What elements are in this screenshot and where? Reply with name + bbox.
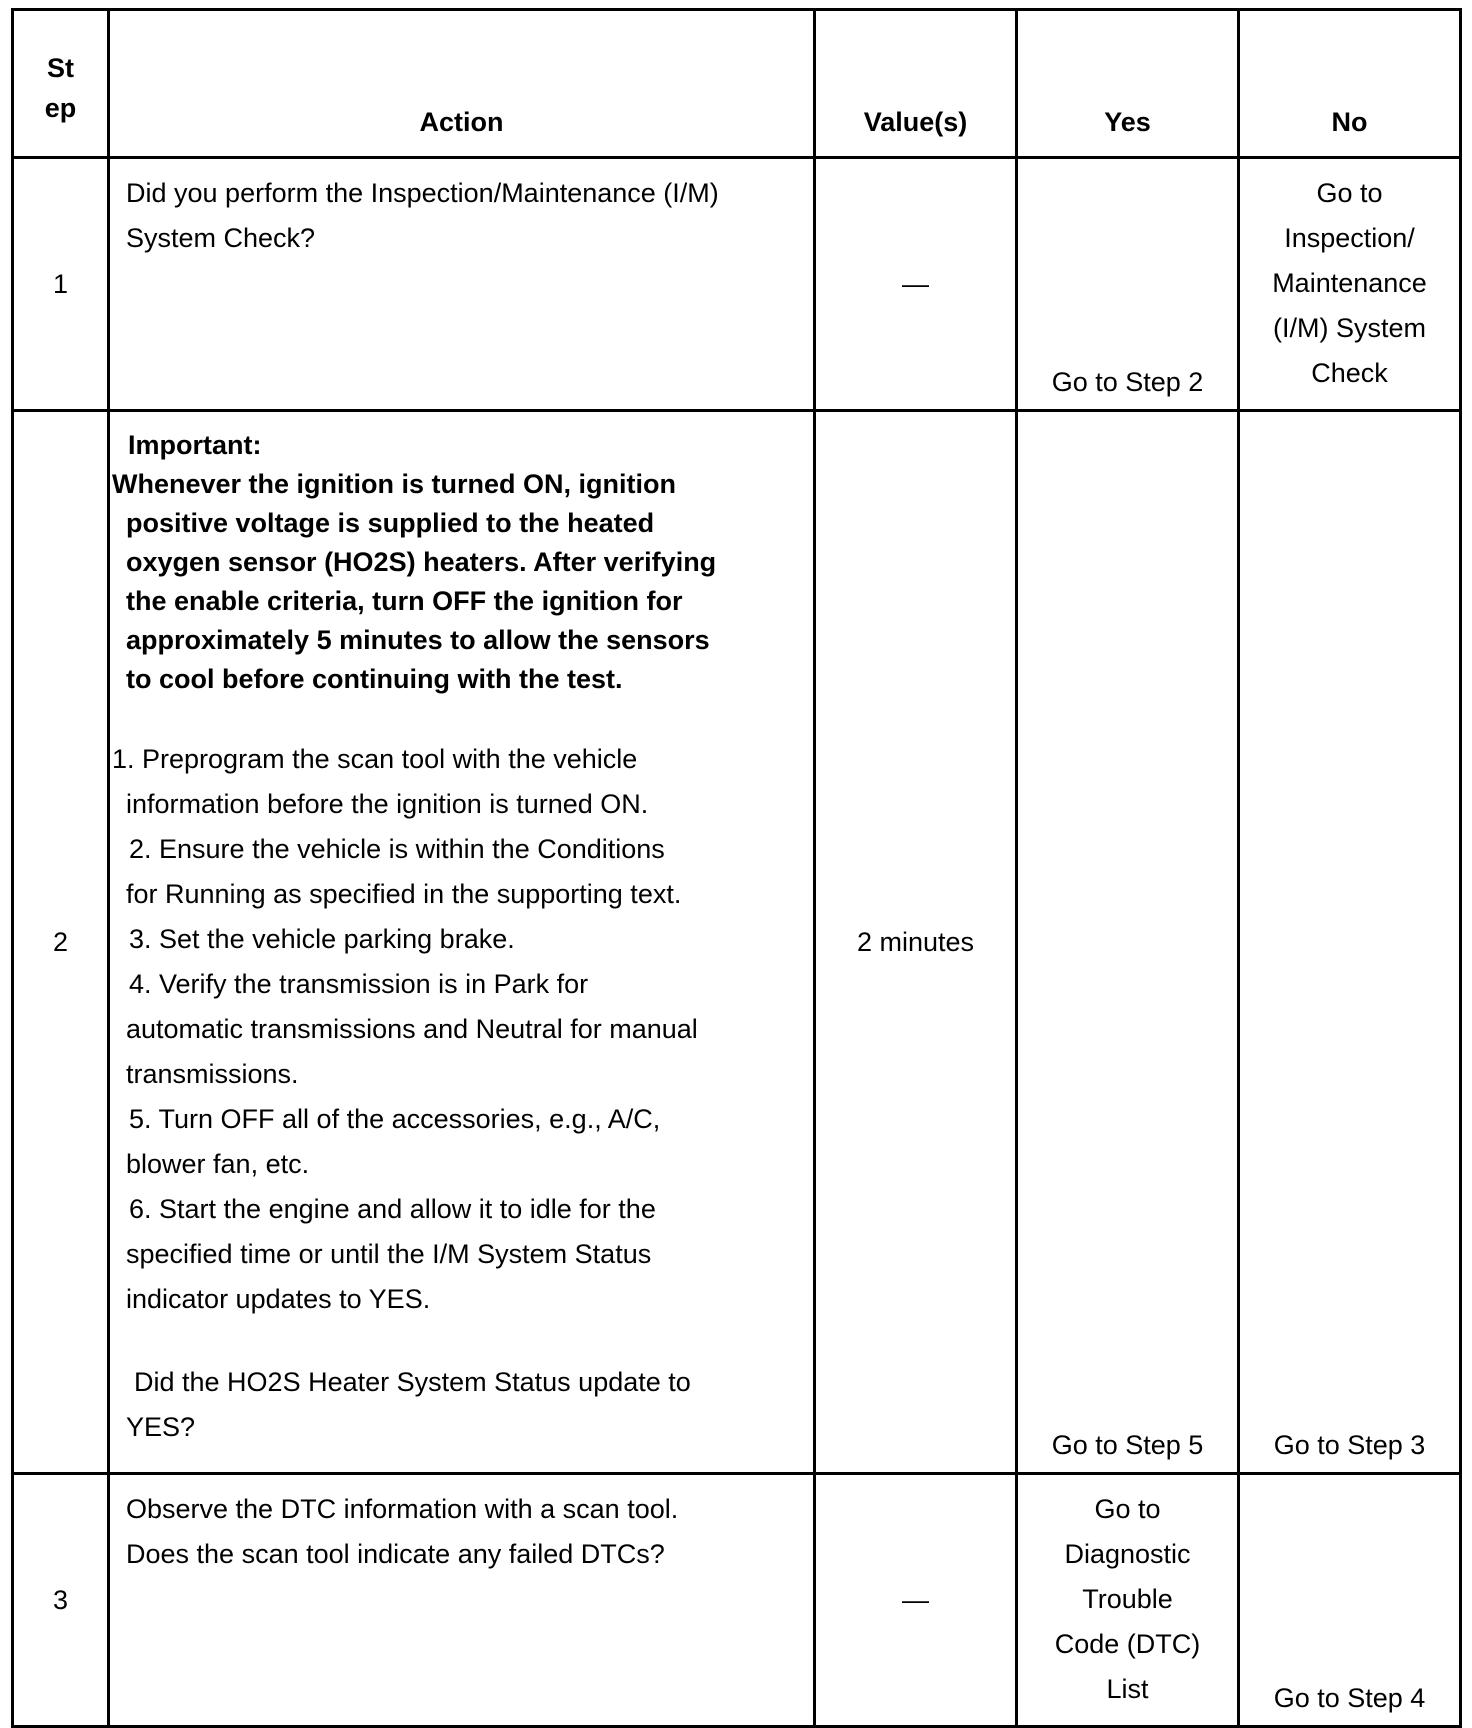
no-line: Maintenance [1272,268,1427,298]
header-step [13,10,109,158]
table-row [13,411,1461,1474]
action-line: Did you perform the Inspection/Maintenance (I/M) [126,178,719,208]
list-item: 2. Ensure the vehicle is within the Conditions [129,834,665,864]
list-item: 4. Verify the transmission is in Park for [129,969,589,999]
list-item: automatic transmissions and Neutral for manual [126,1014,698,1044]
list-item: information before the ignition is turned ON. [126,789,649,819]
yes-text: Go to Step 2 [1051,367,1204,397]
list-item: 1. Preprogram the scan tool with the vehicle [112,744,638,774]
no-cell [1239,1474,1461,1727]
important-line: the enable criteria, turn OFF the ignition for [126,586,683,616]
important-label: Important: [128,430,262,460]
action-cell [109,158,815,411]
yes-line: Go to [1094,1494,1161,1524]
important-line: positive voltage is supplied to the heated [126,508,655,538]
header-no: No [1239,10,1461,158]
diagnostic-table [11,8,1462,1728]
yes-line: Diagnostic [1064,1539,1191,1569]
yes-cell [1017,1474,1239,1727]
no-line: (I/M) System [1273,313,1426,343]
yes-cell [1017,411,1239,1474]
list-item: specified time or until the I/M System Status [126,1239,652,1269]
action-cell [109,411,815,1474]
action-cell [109,1474,815,1727]
question [126,1360,803,1450]
important-line: to cool before continuing with the test. [126,664,623,694]
list-item: for Running as specified in the supporting text. [126,879,682,909]
important-line: oxygen sensor (HO2S) heaters. After verifying [126,547,717,577]
value-cell: — [815,1474,1017,1727]
yes-line: List [1106,1674,1149,1704]
header-yes: Yes [1017,10,1239,158]
question-line: Did the HO2S Heater System Status update to [134,1367,691,1397]
action-line: System Check? [126,223,316,253]
yes-text: Go to Step 5 [1051,1430,1204,1460]
no-text: Go to Step 4 [1273,1683,1426,1713]
no-line: Check [1311,358,1388,388]
header-values: Value(s) [815,10,1017,158]
list-item: 5. Turn OFF all of the accessories, e.g., A/C, [129,1104,661,1134]
step-number: 2 [13,411,109,1474]
no-cell [1239,158,1461,411]
yes-cell [1017,158,1239,411]
header-action: Action [109,10,815,158]
list-item: 6. Start the engine and allow it to idle for the [129,1194,656,1224]
procedure-list [112,737,803,1322]
yes-line: Trouble [1082,1584,1173,1614]
no-text: Go to Step 3 [1273,1430,1426,1460]
action-line: Observe the DTC information with a scan tool. [126,1494,679,1524]
no-line: Inspection/ [1284,223,1415,253]
important-line: Whenever the ignition is turned ON, ignition [112,469,676,499]
list-item: blower fan, etc. [126,1149,310,1179]
step-number: 3 [13,1474,109,1727]
table-row [13,1474,1461,1727]
list-item: 3. Set the vehicle parking brake. [129,924,515,954]
value-cell: 2 minutes [815,411,1017,1474]
header-step-line2: ep [44,92,77,123]
important-note [112,426,803,699]
step-number: 1 [13,158,109,411]
header-row [13,10,1461,158]
question-line: YES? [126,1412,196,1442]
no-line: Go to [1316,178,1383,208]
header-step-line1: St [47,52,74,83]
table-row [13,158,1461,411]
important-line: approximately 5 minutes to allow the sensors [126,625,710,655]
diagnostic-table-wrapper [11,8,1462,1728]
no-cell [1239,411,1461,1474]
action-line: Does the scan tool indicate any failed DTCs? [126,1539,665,1569]
list-item: indicator updates to YES. [126,1284,431,1314]
list-item: transmissions. [126,1059,299,1089]
value-cell: — [815,158,1017,411]
yes-line: Code (DTC) [1054,1629,1201,1659]
